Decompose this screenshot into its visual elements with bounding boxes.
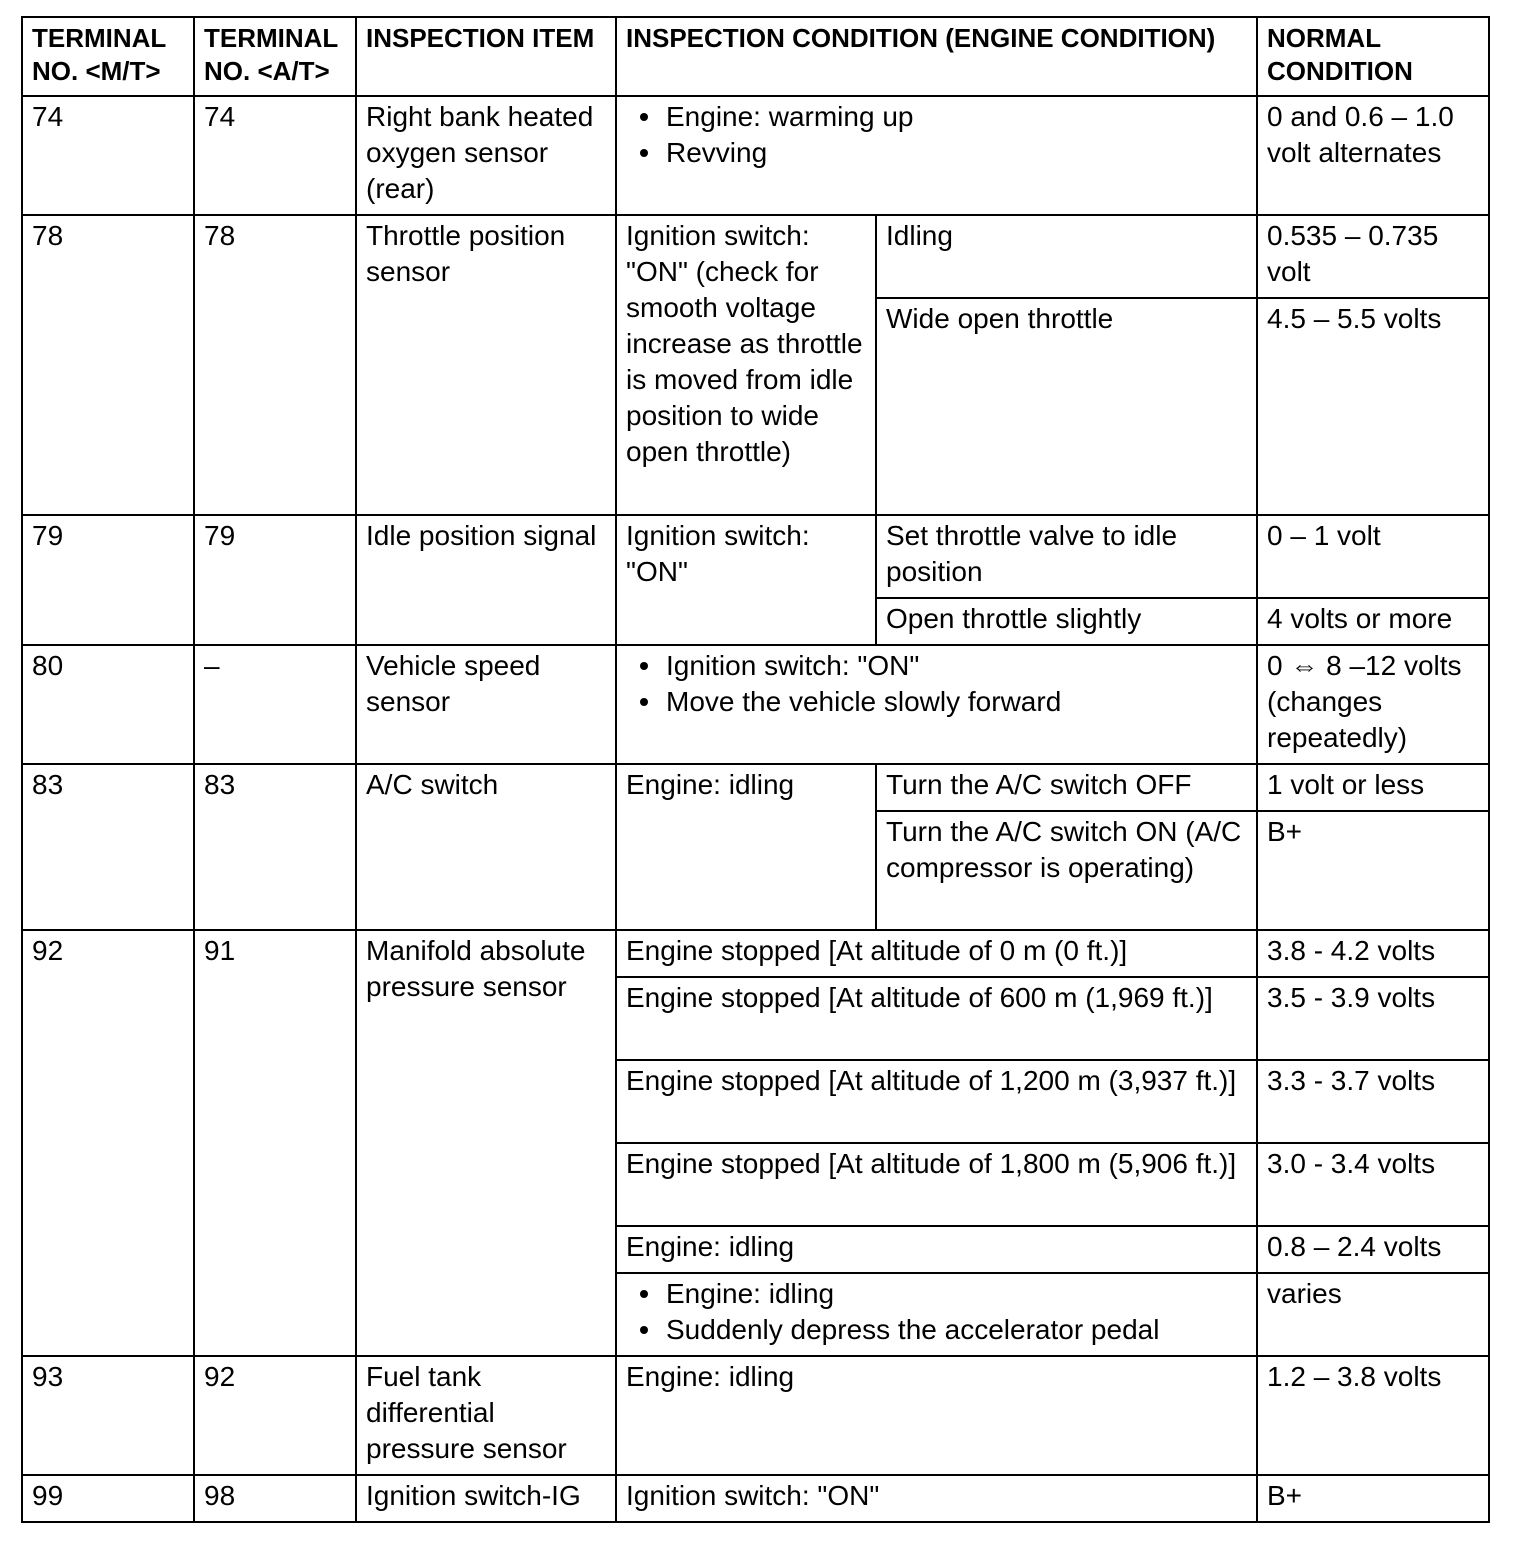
terminal-at-cell: 79 [194,515,356,645]
normal-condition-cell: 0 – 1 volt [1257,515,1489,598]
normal-condition-cell: B+ [1257,811,1489,930]
condition-bullet-list [626,99,1248,171]
terminal-at-cell: 83 [194,764,356,930]
inspection-item-cell: A/C switch [356,764,616,930]
inspection-condition-cell: Engine stopped [At altitude of 600 m (1,969 ft.)] [616,977,1257,1060]
bullet-item: Engine: idling [666,1276,1248,1312]
table-row [22,215,1489,298]
terminal-mt-cell: 79 [22,515,194,645]
terminal-mt-cell: 92 [22,930,194,1356]
terminal-mt-cell: 78 [22,215,194,515]
terminal-mt-cell: 80 [22,645,194,764]
table-row [22,930,1489,977]
normal-condition-cell: 1.2 – 3.8 volts [1257,1356,1489,1475]
header-inspection-item: INSPECTION ITEM [356,17,616,96]
inspection-condition-cell: Engine stopped [At altitude of 1,800 m (5,906 ft.)] [616,1143,1257,1226]
table-row [22,764,1489,811]
condition-bullet-list [626,648,1248,720]
sub-condition-cell: Turn the A/C switch ON (A/C compressor is operating) [876,811,1257,930]
table-row [22,1356,1489,1475]
inspection-item-cell: Throttle position sensor [356,215,616,515]
terminal-at-cell: 74 [194,96,356,215]
inspection-table [21,16,1490,1523]
condition-bullet-list [626,1276,1248,1348]
terminal-at-cell: 92 [194,1356,356,1475]
terminal-at-cell: 78 [194,215,356,515]
inspection-condition-cell: Engine: idling [616,1356,1257,1475]
normal-condition-cell: B+ [1257,1475,1489,1522]
header-row [22,17,1489,96]
normal-condition-cell: 4 volts or more [1257,598,1489,645]
sub-condition-cell: Set throttle valve to idle position [876,515,1257,598]
normal-condition-cell: 3.5 - 3.9 volts [1257,977,1489,1060]
sub-condition-cell: Idling [876,215,1257,298]
inspection-condition-cell: Ignition switch: "ON" [616,1475,1257,1522]
normal-condition-cell: 0.535 – 0.735 volt [1257,215,1489,298]
inspection-condition-cell: Ignition switch: "ON" (check for smooth voltage increase as throttle is moved from idle position to wide open throttle) [616,215,876,515]
inspection-item-cell: Ignition switch-IG [356,1475,616,1522]
inspection-item-cell: Vehicle speed sensor [356,645,616,764]
header-terminal-mt: TERMINAL NO. <M/T> [22,17,194,96]
inspection-condition-cell: Ignition switch: "ON" [616,515,876,645]
inspection-item-cell: Right bank heated oxygen sensor (rear) [356,96,616,215]
sub-condition-cell: Wide open throttle [876,298,1257,515]
inspection-condition-cell: Engine: idling [616,764,876,930]
normal-condition-cell: varies [1257,1273,1489,1356]
header-normal-condition: NORMAL CONDITION [1257,17,1489,96]
normal-condition-cell: 3.0 - 3.4 volts [1257,1143,1489,1226]
inspection-condition-cell: Engine stopped [At altitude of 0 m (0 ft.)] [616,930,1257,977]
bullet-item: Revving [666,135,1248,171]
terminal-mt-cell: 74 [22,96,194,215]
terminal-mt-cell: 83 [22,764,194,930]
inspection-condition-cell [616,1273,1257,1356]
terminal-at-cell: 98 [194,1475,356,1522]
table-row [22,1475,1489,1522]
sub-condition-cell: Turn the A/C switch OFF [876,764,1257,811]
normal-condition-cell: 0 and 0.6 – 1.0 volt alternates [1257,96,1489,215]
bullet-item: Move the vehicle slowly forward [666,684,1248,720]
normal-condition-cell: 0.8 – 2.4 volts [1257,1226,1489,1273]
normal-condition-cell: 4.5 – 5.5 volts [1257,298,1489,515]
normal-condition-cell: 3.8 - 4.2 volts [1257,930,1489,977]
table-row [22,515,1489,598]
normal-condition-cell: 1 volt or less [1257,764,1489,811]
bullet-item: Suddenly depress the accelerator pedal [666,1312,1248,1348]
inspection-condition-cell [616,645,1257,764]
table-row [22,96,1489,215]
terminal-at-cell: – [194,645,356,764]
header-inspection-condition: INSPECTION CONDITION (ENGINE CONDITION) [616,17,1257,96]
inspection-condition-cell [616,96,1257,215]
terminal-mt-cell: 99 [22,1475,194,1522]
inspection-condition-cell: Engine: idling [616,1226,1257,1273]
inspection-item-cell: Fuel tank differential pressure sensor [356,1356,616,1475]
table-row [22,645,1489,764]
normal-condition-cell: 3.3 - 3.7 volts [1257,1060,1489,1143]
terminal-at-cell: 91 [194,930,356,1356]
inspection-item-cell: Idle position signal [356,515,616,645]
bullet-item: Ignition switch: "ON" [666,648,1248,684]
inspection-item-cell: Manifold absolute pressure sensor [356,930,616,1356]
header-terminal-at: TERMINAL NO. <A/T> [194,17,356,96]
normal-condition-cell: 0 ⇔ 8 –12 volts (changes repeatedly) [1257,645,1489,764]
sub-condition-cell: Open throttle slightly [876,598,1257,645]
terminal-mt-cell: 93 [22,1356,194,1475]
inspection-condition-cell: Engine stopped [At altitude of 1,200 m (3,937 ft.)] [616,1060,1257,1143]
bullet-item: Engine: warming up [666,99,1248,135]
